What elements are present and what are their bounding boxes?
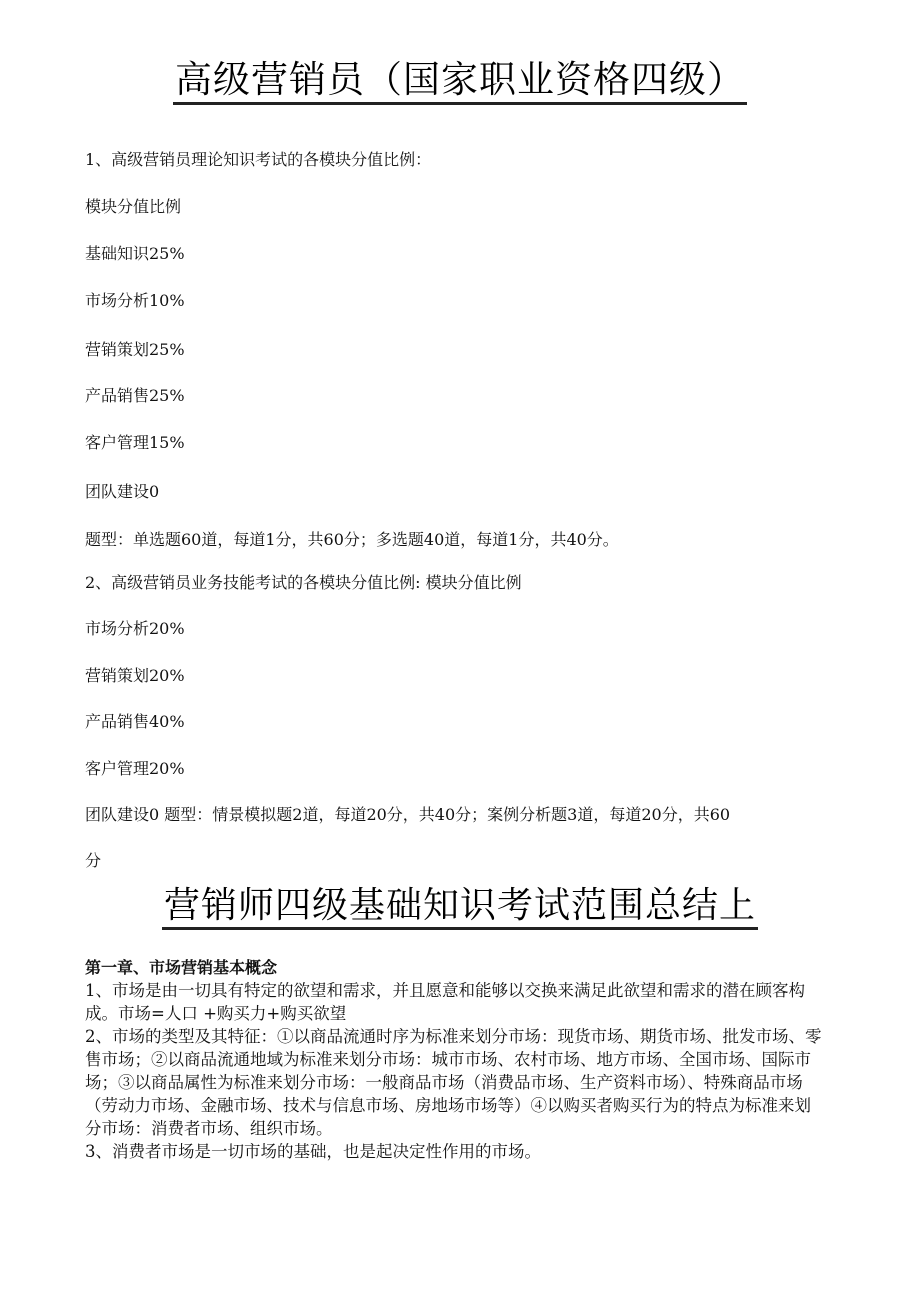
theory-exam-heading: 1、高级营销员理论知识考试的各模块分值比例： (85, 150, 432, 169)
question-types-theory: 题型：单选题60道，每道1分，共60分；多选题40道，每道1分，共40分。 (85, 530, 619, 549)
skills-exam-heading: 2、高级营销员业务技能考试的各模块分值比例: 模块分值比例 (85, 573, 522, 592)
document-title (0, 58, 920, 105)
list-item: 产品销售40% (85, 712, 185, 731)
list-item: 团队建设0 (85, 482, 160, 501)
list-item: 基础知识25% (85, 244, 185, 263)
section-chapter-one (85, 956, 825, 1163)
list-item: 营销策划20% (85, 666, 185, 685)
question-types-skills-cont: 分 (85, 851, 102, 870)
list-item: 营销策划25% (85, 340, 185, 359)
chapter-heading: 第一章、市场营销基本概念 (85, 958, 278, 977)
question-types-skills: 团队建设0 题型：情景模拟题2道，每道20分，共40分；案例分析题3道，每道20分，共60 (85, 805, 731, 824)
paragraph: 1、市场是由一切具有特定的欲望和需求，并且愿意和能够以交换来满足此欲望和需求的潜在顾客构成。市场=人口 +购买力+购买欲望 (85, 981, 805, 1023)
summary-title-text: 营销师四级基础知识考试范围总结上 (162, 887, 758, 930)
paragraph: 3、消费者市场是一切市场的基础，也是起决定性作用的市场。 (85, 1142, 541, 1161)
document-title-text: 高级营销员（国家职业资格四级） (173, 61, 747, 105)
summary-title (0, 885, 920, 930)
module-weight-label: 模块分值比例 (85, 197, 182, 216)
list-item: 客户管理15% (85, 433, 185, 452)
list-item: 市场分析20% (85, 619, 185, 638)
list-item: 市场分析10% (85, 291, 185, 310)
list-item: 客户管理20% (85, 759, 185, 778)
paragraph: 2、市场的类型及其特征：①以商品流通时序为标准来划分市场：现货市场、期货市场、批发市场、零售市场；②以商品流通地域为标准来划分市场：城市市场、农村市场、地方市场、全国市场、国际市场；③以商品属性为标准来划分市场：一般商品市场（消费品市场、生产资料市场）、特殊商品市场（劳动力市场、金融市场、技术与信息市场、房地场市场等）④以购买者购买行为的特点为标准来划分市场：消费者市场、组织市场。 (85, 1027, 822, 1138)
list-item: 产品销售25% (85, 386, 185, 405)
